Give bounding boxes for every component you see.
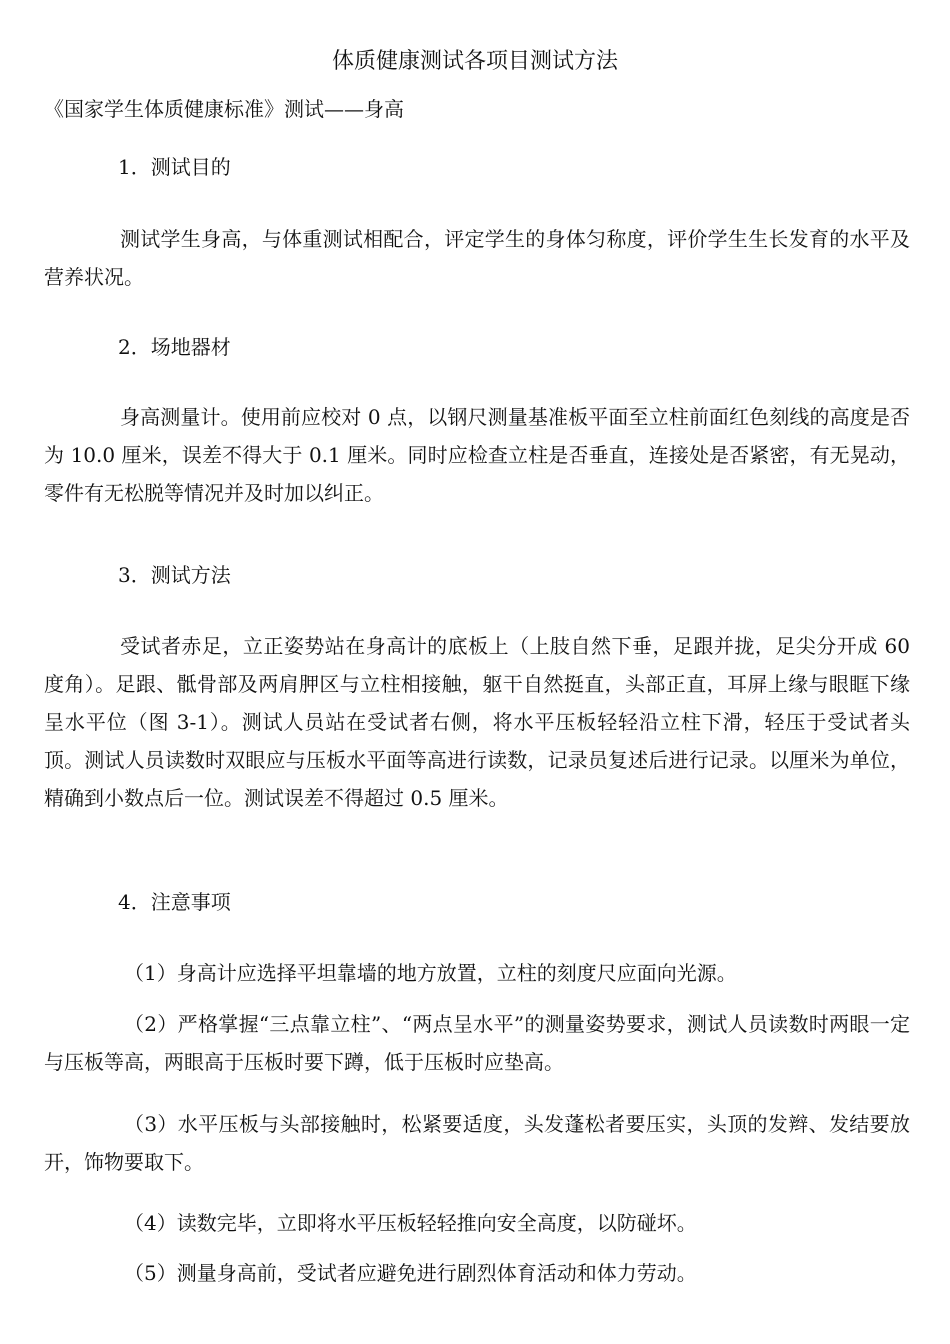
section-heading-equipment: 2．场地器材 xyxy=(118,335,231,359)
section-text-method: 受试者赤足，立正姿势站在身高计的底板上（上肢自然下垂，足跟并拢，足尖分开成 60 度角）。足跟、骶骨部及两肩胛区与立柱相接触，躯干自然挺直，头部正直，耳屏上缘与眼眶下缘呈水平位（图 3-1）。测试人员站在受试者右侧，将水平压板轻轻沿立柱下滑，轻压于受试者头顶。测试人员读数时双眼应与压板水平面等高进行读数，记录员复述后进行记录。以厘米为单位，精确到小数点后一位。测试误差不得超过 0.5 厘米。 xyxy=(44,634,910,810)
note-item-2: （2）严格掌握“三点靠立柱”、“两点呈水平”的测量姿势要求，测试人员读数时两眼一定与压板等高，两眼高于压板时要下蹲，低于压板时应垫高。 xyxy=(44,1012,910,1074)
document-title: 体质健康测试各项目测试方法 xyxy=(331,49,618,74)
document-subtitle: 《国家学生体质健康标准》测试——身高 xyxy=(44,97,404,121)
section-heading-notes: 4．注意事项 xyxy=(118,890,231,914)
note-item-3: （3）水平压板与头部接触时，松紧要适度，头发蓬松者要压实，头顶的发辫、发结要放开，饰物要取下。 xyxy=(44,1112,910,1174)
section-heading-method: 3．测试方法 xyxy=(118,563,231,587)
note-item-4: （4）读数完毕，立即将水平压板轻轻推向安全高度，以防碰坏。 xyxy=(124,1211,697,1235)
section-text-purpose: 测试学生身高，与体重测试相配合，评定学生的身体匀称度，评价学生生长发育的水平及营养状况。 xyxy=(44,227,910,289)
section-text-equipment: 身高测量计。使用前应校对 0 点，以钢尺测量基准板平面至立柱前面红色刻线的高度是否为 10.0 厘米，误差不得大于 0.1 厘米。同时应检查立柱是否垂直，连接处是否紧密，有无晃动，零件有无松脱等情况并及时加以纠正。 xyxy=(44,405,910,505)
note-item-1: （1）身高计应选择平坦靠墙的地方放置，立柱的刻度尺应面向光源。 xyxy=(124,961,737,985)
section-heading-purpose: 1．测试目的 xyxy=(118,155,231,179)
note-item-5: （5）测量身高前，受试者应避免进行剧烈体育活动和体力劳动。 xyxy=(124,1261,697,1285)
